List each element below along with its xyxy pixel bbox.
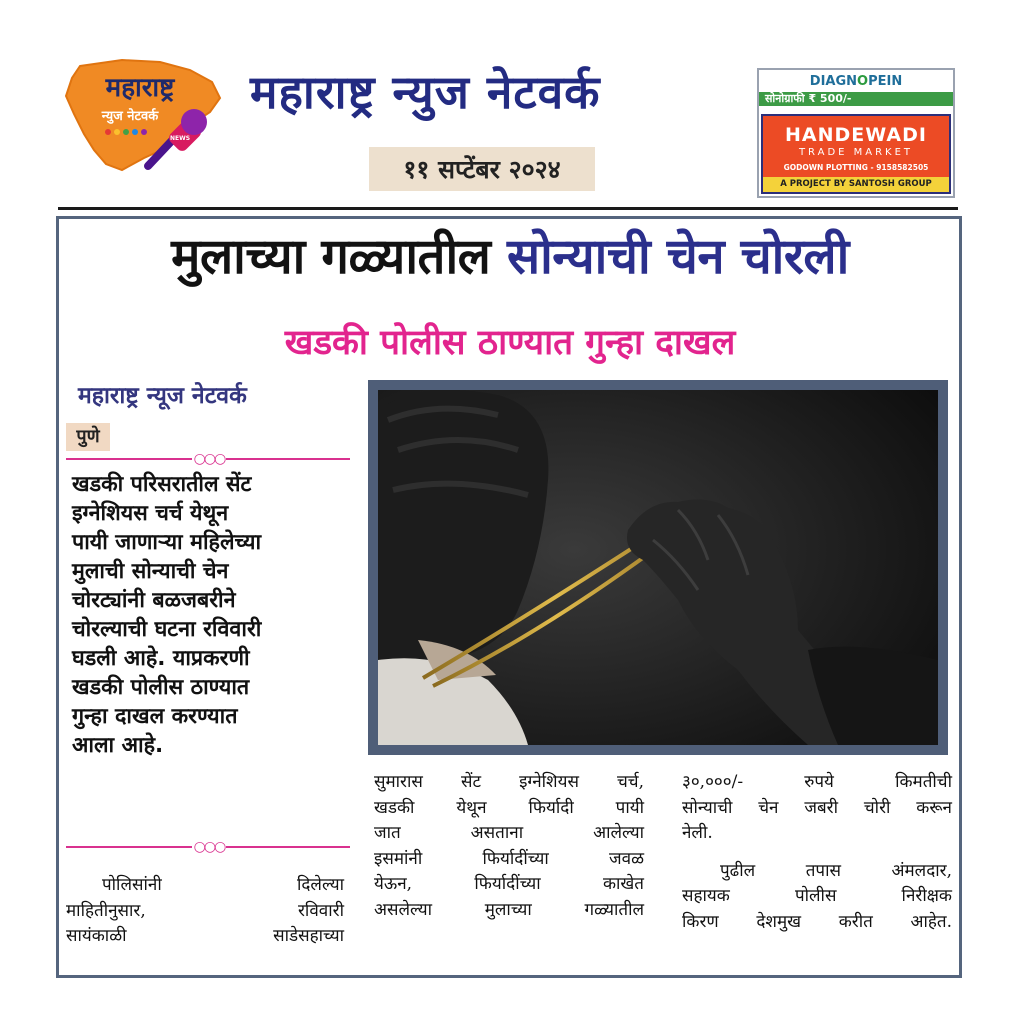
ad-subtitle: TRADE MARKET (798, 147, 914, 158)
masthead-rule (58, 207, 958, 210)
headline-part-2: सोन्याची चेन चोरली (506, 228, 849, 285)
body-line: येऊन, फिर्यादींच्या काखेत (374, 874, 644, 894)
news-photo-frame (368, 380, 948, 755)
body-column-3 (682, 770, 952, 935)
masthead-title: महाराष्ट्र न्युज नेटवर्क (250, 65, 601, 119)
ad-details: GODOWN PLOTTING - 9158582505 (783, 163, 929, 172)
lead-line: आला आहे. (72, 733, 164, 758)
lead-line: मुलाची सोन्याची चेन (72, 559, 229, 584)
ad-top-brand-a: DIAGN (809, 73, 858, 89)
ad-brand: HANDEWADI (785, 124, 927, 146)
lead-line: पायी जाणाऱ्या महिलेच्या (72, 530, 262, 555)
body-line: जात असताना आलेल्या (374, 823, 644, 843)
advertisement-banner[interactable] (757, 68, 955, 198)
body-line: खडकी येथून फिर्यादी पायी (374, 797, 644, 818)
body-line: सहायक पोलीस निरीक्षक (682, 886, 952, 906)
byline: महाराष्ट्र न्यूज नेटवर्क (78, 383, 247, 409)
lead-line: खडकी पोलीस ठाण्यात (72, 675, 250, 700)
dateline-city: पुणे (66, 423, 110, 451)
ad-strip: सोनोग्राफी ₹ 500/- (759, 92, 953, 106)
subheadline: खडकी पोलीस ठाण्यात गुन्हा दाखल (284, 323, 736, 363)
body-line: पुढील तपास अंमलदार, (720, 860, 952, 881)
body-line: पोलिसांनी दिलेल्या (102, 875, 344, 895)
body-line: असलेल्या मुलाच्या गळ्यातील (374, 899, 644, 920)
lead-line: चोरल्याची घटना रविवारी (72, 617, 262, 642)
body-line: सोन्याची चेन जबरी चोरी करून (682, 797, 952, 818)
body-line: नेली. (682, 823, 713, 843)
ad-project: A PROJECT BY SANTOSH GROUP (763, 177, 949, 192)
ad-top-brand (759, 70, 953, 92)
lead-paragraph (72, 470, 346, 760)
lead-line: गुन्हा दाखल करण्यात (72, 704, 238, 729)
body-column-2 (374, 770, 644, 923)
headline-part-1: मुलाच्या गळ्यातील (171, 228, 491, 285)
body-column-1 (66, 873, 344, 950)
logo-mic-label: NEWS (169, 135, 191, 142)
ad-top-brand-b: O (857, 73, 869, 89)
body-line: सायंकाळी साडेसहाच्या (66, 926, 344, 946)
body-line: सुमारास सेंट इग्नेशियस चर्च, (374, 772, 644, 792)
ad-main-panel (761, 114, 951, 194)
divider-ornament: ○○○ (193, 451, 225, 467)
maharashtra-news-network-logo (62, 58, 227, 176)
ornamental-divider (66, 837, 350, 857)
body-line: किरण देशमुख करीत आहेत. (682, 911, 952, 932)
logo-text-top: महाराष्ट्र (105, 73, 175, 103)
lead-line: इग्नेशियस चर्च येथून (72, 501, 229, 526)
ad-top-brand-c: PEIN (868, 73, 903, 89)
body-line: ३०,०००/- रुपये किमतीची (682, 772, 952, 792)
ornamental-divider (66, 449, 350, 469)
lead-line: घडली आहे. याप्रकरणी (72, 646, 250, 671)
headline (60, 222, 960, 288)
lead-line: खडकी परिसरातील सेंट (72, 472, 252, 497)
news-photo-chain-snatching (378, 390, 938, 745)
lead-line: चोरट्यांनी बळजबरीने (72, 588, 236, 613)
body-line: माहितीनुसार, रविवारी (66, 900, 344, 921)
logo-text-bottom: न्युज नेटवर्क (101, 109, 159, 124)
body-line: इसमांनी फिर्यादींच्या जवळ (374, 848, 644, 869)
divider-ornament: ○○○ (193, 839, 225, 855)
publication-date: ११ सप्टेंबर २०२४ (369, 147, 595, 191)
